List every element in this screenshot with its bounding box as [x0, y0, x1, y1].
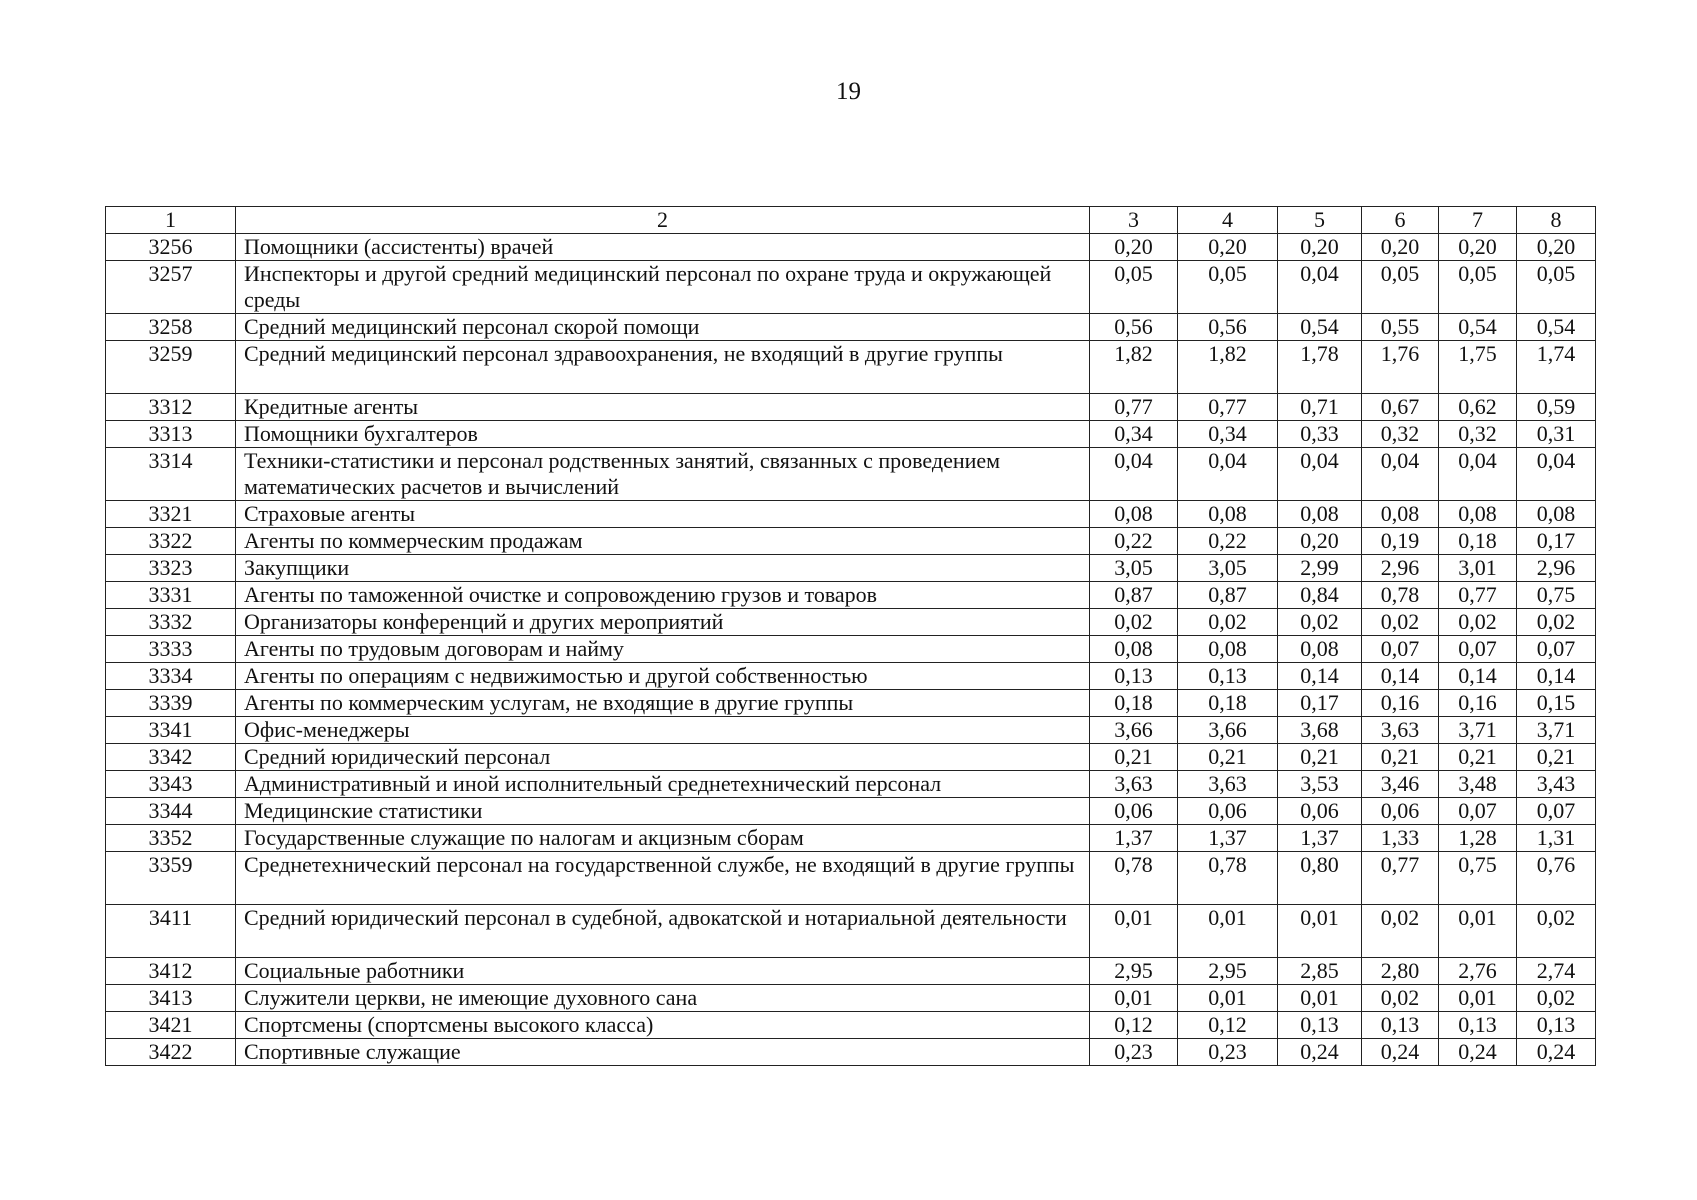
row-value: 0,55: [1362, 314, 1439, 341]
row-value: 1,74: [1517, 341, 1596, 394]
row-value: 2,96: [1517, 555, 1596, 582]
row-code: 3344: [106, 798, 236, 825]
row-value: 0,02: [1178, 609, 1278, 636]
row-value: 0,21: [1439, 744, 1517, 771]
row-name: Средний юридический персонал в судебной, адвокатской и нотариальной деятельности: [236, 905, 1090, 958]
row-value: 3,63: [1090, 771, 1178, 798]
row-value: 0,54: [1278, 314, 1362, 341]
row-value: 0,20: [1278, 234, 1362, 261]
row-value: 0,04: [1090, 448, 1178, 501]
row-name: Страховые агенты: [236, 501, 1090, 528]
row-name: Техники-статистики и персонал родственных занятий, связанных с проведением математических расчетов и вычислений: [236, 448, 1090, 501]
row-value: 0,24: [1362, 1039, 1439, 1066]
row-code: 3313: [106, 421, 236, 448]
row-value: 0,02: [1362, 609, 1439, 636]
row-name: Спортивные служащие: [236, 1039, 1090, 1066]
row-value: 0,56: [1178, 314, 1278, 341]
row-code: 3421: [106, 1012, 236, 1039]
row-value: 0,13: [1517, 1012, 1596, 1039]
row-value: 0,22: [1090, 528, 1178, 555]
row-value: 0,54: [1439, 314, 1517, 341]
column-header: 7: [1439, 207, 1517, 234]
row-value: 0,18: [1439, 528, 1517, 555]
row-value: 1,37: [1278, 825, 1362, 852]
row-code: 3321: [106, 501, 236, 528]
row-value: 0,06: [1178, 798, 1278, 825]
row-value: 0,24: [1517, 1039, 1596, 1066]
row-value: 0,05: [1439, 261, 1517, 314]
row-value: 3,63: [1178, 771, 1278, 798]
table-row: [106, 798, 1596, 825]
row-value: 3,48: [1439, 771, 1517, 798]
column-header: 6: [1362, 207, 1439, 234]
row-value: 0,20: [1090, 234, 1178, 261]
row-value: 0,01: [1090, 905, 1178, 958]
row-value: 0,01: [1278, 905, 1362, 958]
row-value: 1,28: [1439, 825, 1517, 852]
row-name: Средний медицинский персонал скорой помощи: [236, 314, 1090, 341]
row-value: 0,12: [1090, 1012, 1178, 1039]
row-value: 0,78: [1178, 852, 1278, 905]
row-value: 0,13: [1178, 663, 1278, 690]
column-header: 2: [236, 207, 1090, 234]
row-value: 0,04: [1439, 448, 1517, 501]
row-value: 0,80: [1278, 852, 1362, 905]
row-value: 0,18: [1090, 690, 1178, 717]
row-value: 0,06: [1090, 798, 1178, 825]
row-name: Агенты по трудовым договорам и найму: [236, 636, 1090, 663]
row-value: 0,84: [1278, 582, 1362, 609]
row-value: 0,24: [1439, 1039, 1517, 1066]
row-value: 0,59: [1517, 394, 1596, 421]
row-value: 0,02: [1362, 985, 1439, 1012]
row-value: 0,12: [1178, 1012, 1278, 1039]
row-value: 2,76: [1439, 958, 1517, 985]
row-value: 0,24: [1278, 1039, 1362, 1066]
row-value: 0,02: [1439, 609, 1517, 636]
row-name: Средний юридический персонал: [236, 744, 1090, 771]
row-value: 2,96: [1362, 555, 1439, 582]
row-value: 0,02: [1278, 609, 1362, 636]
row-value: 0,32: [1362, 421, 1439, 448]
row-code: 3322: [106, 528, 236, 555]
row-value: 3,68: [1278, 717, 1362, 744]
row-value: 0,16: [1362, 690, 1439, 717]
row-value: 0,08: [1090, 636, 1178, 663]
row-value: 0,31: [1517, 421, 1596, 448]
row-value: 0,20: [1278, 528, 1362, 555]
row-name: Помощники (ассистенты) врачей: [236, 234, 1090, 261]
table-row: [106, 314, 1596, 341]
row-value: 1,82: [1178, 341, 1278, 394]
row-value: 0,62: [1439, 394, 1517, 421]
row-value: 0,21: [1362, 744, 1439, 771]
row-value: 1,37: [1178, 825, 1278, 852]
row-code: 3333: [106, 636, 236, 663]
row-name: Медицинские статистики: [236, 798, 1090, 825]
row-code: 3413: [106, 985, 236, 1012]
row-value: 0,77: [1090, 394, 1178, 421]
row-value: 1,82: [1090, 341, 1178, 394]
row-value: 0,04: [1362, 448, 1439, 501]
row-value: 0,87: [1090, 582, 1178, 609]
table-row: [106, 609, 1596, 636]
row-code: 3422: [106, 1039, 236, 1066]
row-name: Спортсмены (спортсмены высокого класса): [236, 1012, 1090, 1039]
row-value: 0,15: [1517, 690, 1596, 717]
row-value: 0,01: [1090, 985, 1178, 1012]
row-value: 0,78: [1362, 582, 1439, 609]
column-header: 1: [106, 207, 236, 234]
row-name: Средний медицинский персонал здравоохранения, не входящий в другие группы: [236, 341, 1090, 394]
row-code: 3412: [106, 958, 236, 985]
table-row: [106, 582, 1596, 609]
row-value: 0,20: [1439, 234, 1517, 261]
table-row: [106, 261, 1596, 314]
table-row: [106, 636, 1596, 663]
row-value: 0,13: [1439, 1012, 1517, 1039]
row-value: 1,31: [1517, 825, 1596, 852]
row-value: 0,33: [1278, 421, 1362, 448]
row-code: 3352: [106, 825, 236, 852]
table-row: [106, 825, 1596, 852]
row-value: 3,71: [1517, 717, 1596, 744]
row-value: 0,13: [1278, 1012, 1362, 1039]
row-value: 0,08: [1178, 636, 1278, 663]
row-code: 3258: [106, 314, 236, 341]
row-value: 0,14: [1278, 663, 1362, 690]
table-row: [106, 690, 1596, 717]
row-value: 0,05: [1362, 261, 1439, 314]
row-value: 0,13: [1362, 1012, 1439, 1039]
row-value: 1,37: [1090, 825, 1178, 852]
row-code: 3411: [106, 905, 236, 958]
row-value: 2,80: [1362, 958, 1439, 985]
row-code: 3341: [106, 717, 236, 744]
row-name: Офис-менеджеры: [236, 717, 1090, 744]
row-value: 0,06: [1362, 798, 1439, 825]
row-code: 3332: [106, 609, 236, 636]
row-value: 0,16: [1439, 690, 1517, 717]
row-value: 0,02: [1517, 905, 1596, 958]
table-row: [106, 852, 1596, 905]
row-value: 0,23: [1178, 1039, 1278, 1066]
row-value: 0,08: [1517, 501, 1596, 528]
row-name: Агенты по операциям с недвижимостью и другой собственностью: [236, 663, 1090, 690]
row-value: 3,46: [1362, 771, 1439, 798]
row-value: 0,20: [1362, 234, 1439, 261]
table-row: [106, 555, 1596, 582]
row-value: 0,08: [1439, 501, 1517, 528]
row-value: 0,67: [1362, 394, 1439, 421]
table-row: [106, 448, 1596, 501]
row-name: Кредитные агенты: [236, 394, 1090, 421]
row-value: 0,17: [1517, 528, 1596, 555]
row-code: 3323: [106, 555, 236, 582]
column-header: 8: [1517, 207, 1596, 234]
row-value: 0,02: [1090, 609, 1178, 636]
row-name: Среднетехнический персонал на государственной службе, не входящий в другие группы: [236, 852, 1090, 905]
row-value: 3,43: [1517, 771, 1596, 798]
row-value: 0,21: [1178, 744, 1278, 771]
row-value: 0,07: [1439, 636, 1517, 663]
row-code: 3259: [106, 341, 236, 394]
table-row: [106, 905, 1596, 958]
row-code: 3314: [106, 448, 236, 501]
row-value: 3,63: [1362, 717, 1439, 744]
row-value: 0,01: [1178, 985, 1278, 1012]
row-name: Агенты по таможенной очистке и сопровождению грузов и товаров: [236, 582, 1090, 609]
row-value: 1,33: [1362, 825, 1439, 852]
row-value: 0,13: [1090, 663, 1178, 690]
row-value: 0,19: [1362, 528, 1439, 555]
row-value: 0,87: [1178, 582, 1278, 609]
row-value: 0,08: [1278, 501, 1362, 528]
row-value: 0,01: [1439, 985, 1517, 1012]
row-value: 0,02: [1362, 905, 1439, 958]
row-value: 0,75: [1439, 852, 1517, 905]
row-value: 0,71: [1278, 394, 1362, 421]
row-value: 0,04: [1278, 261, 1362, 314]
row-value: 0,77: [1439, 582, 1517, 609]
table-row: [106, 958, 1596, 985]
row-value: 0,07: [1362, 636, 1439, 663]
row-value: 0,01: [1278, 985, 1362, 1012]
row-value: 0,08: [1362, 501, 1439, 528]
page-number: 19: [836, 78, 861, 105]
row-code: 3359: [106, 852, 236, 905]
row-value: 0,04: [1178, 448, 1278, 501]
row-value: 3,05: [1090, 555, 1178, 582]
table-row: [106, 501, 1596, 528]
row-value: 0,21: [1278, 744, 1362, 771]
row-value: 0,20: [1178, 234, 1278, 261]
table-row: [106, 234, 1596, 261]
table-row: [106, 771, 1596, 798]
row-value: 1,75: [1439, 341, 1517, 394]
row-value: 0,05: [1090, 261, 1178, 314]
table-row: [106, 421, 1596, 448]
row-value: 0,14: [1362, 663, 1439, 690]
row-value: 0,75: [1517, 582, 1596, 609]
row-value: 3,66: [1090, 717, 1178, 744]
row-value: 3,66: [1178, 717, 1278, 744]
row-code: 3256: [106, 234, 236, 261]
row-value: 0,23: [1090, 1039, 1178, 1066]
row-name: Административный и иной исполнительный среднетехнический персонал: [236, 771, 1090, 798]
row-name: Закупщики: [236, 555, 1090, 582]
row-value: 0,20: [1517, 234, 1596, 261]
row-value: 3,53: [1278, 771, 1362, 798]
row-code: 3343: [106, 771, 236, 798]
table-row: [106, 1012, 1596, 1039]
row-value: 0,34: [1178, 421, 1278, 448]
row-value: 0,56: [1090, 314, 1178, 341]
row-value: 0,01: [1439, 905, 1517, 958]
table-row: [106, 394, 1596, 421]
table-row: [106, 341, 1596, 394]
table-row: [106, 663, 1596, 690]
column-header: 5: [1278, 207, 1362, 234]
row-value: 0,02: [1517, 609, 1596, 636]
row-value: 0,77: [1178, 394, 1278, 421]
row-value: 0,05: [1517, 261, 1596, 314]
table-header-row: [106, 207, 1596, 234]
row-code: 3334: [106, 663, 236, 690]
row-value: 0,17: [1278, 690, 1362, 717]
row-value: 0,04: [1517, 448, 1596, 501]
row-code: 3339: [106, 690, 236, 717]
row-value: 0,54: [1517, 314, 1596, 341]
row-value: 0,08: [1090, 501, 1178, 528]
row-name: Служители церкви, не имеющие духовного сана: [236, 985, 1090, 1012]
row-code: 3312: [106, 394, 236, 421]
column-header: 3: [1090, 207, 1178, 234]
row-value: 3,05: [1178, 555, 1278, 582]
row-name: Государственные служащие по налогам и акцизным сборам: [236, 825, 1090, 852]
table-row: [106, 985, 1596, 1012]
row-value: 0,22: [1178, 528, 1278, 555]
row-code: 3342: [106, 744, 236, 771]
row-code: 3257: [106, 261, 236, 314]
column-header: 4: [1178, 207, 1278, 234]
row-value: 0,06: [1278, 798, 1362, 825]
row-value: 0,08: [1278, 636, 1362, 663]
row-value: 0,76: [1517, 852, 1596, 905]
row-value: 2,95: [1090, 958, 1178, 985]
row-value: 2,74: [1517, 958, 1596, 985]
row-value: 0,34: [1090, 421, 1178, 448]
row-value: 0,02: [1517, 985, 1596, 1012]
row-value: 0,21: [1090, 744, 1178, 771]
row-value: 0,32: [1439, 421, 1517, 448]
row-value: 2,95: [1178, 958, 1278, 985]
table-row: [106, 528, 1596, 555]
row-value: 0,78: [1090, 852, 1178, 905]
row-value: 3,71: [1439, 717, 1517, 744]
row-value: 0,01: [1178, 905, 1278, 958]
row-value: 0,07: [1439, 798, 1517, 825]
row-value: 0,05: [1178, 261, 1278, 314]
row-value: 0,77: [1362, 852, 1439, 905]
row-value: 0,14: [1517, 663, 1596, 690]
row-value: 2,99: [1278, 555, 1362, 582]
row-value: 0,08: [1178, 501, 1278, 528]
row-value: 1,76: [1362, 341, 1439, 394]
row-value: 0,21: [1517, 744, 1596, 771]
row-value: 3,01: [1439, 555, 1517, 582]
table-row: [106, 1039, 1596, 1066]
row-value: 0,07: [1517, 636, 1596, 663]
row-value: 0,07: [1517, 798, 1596, 825]
table-row: [106, 744, 1596, 771]
occupation-table: [105, 206, 1596, 1066]
row-value: 1,78: [1278, 341, 1362, 394]
row-name: Социальные работники: [236, 958, 1090, 985]
row-value: 0,04: [1278, 448, 1362, 501]
row-name: Инспекторы и другой средний медицинский персонал по охране труда и окружающей среды: [236, 261, 1090, 314]
row-name: Помощники бухгалтеров: [236, 421, 1090, 448]
row-value: 0,14: [1439, 663, 1517, 690]
row-name: Агенты по коммерческим продажам: [236, 528, 1090, 555]
row-name: Агенты по коммерческим услугам, не входящие в другие группы: [236, 690, 1090, 717]
row-value: 0,18: [1178, 690, 1278, 717]
row-name: Организаторы конференций и других мероприятий: [236, 609, 1090, 636]
table-row: [106, 717, 1596, 744]
row-value: 2,85: [1278, 958, 1362, 985]
row-code: 3331: [106, 582, 236, 609]
